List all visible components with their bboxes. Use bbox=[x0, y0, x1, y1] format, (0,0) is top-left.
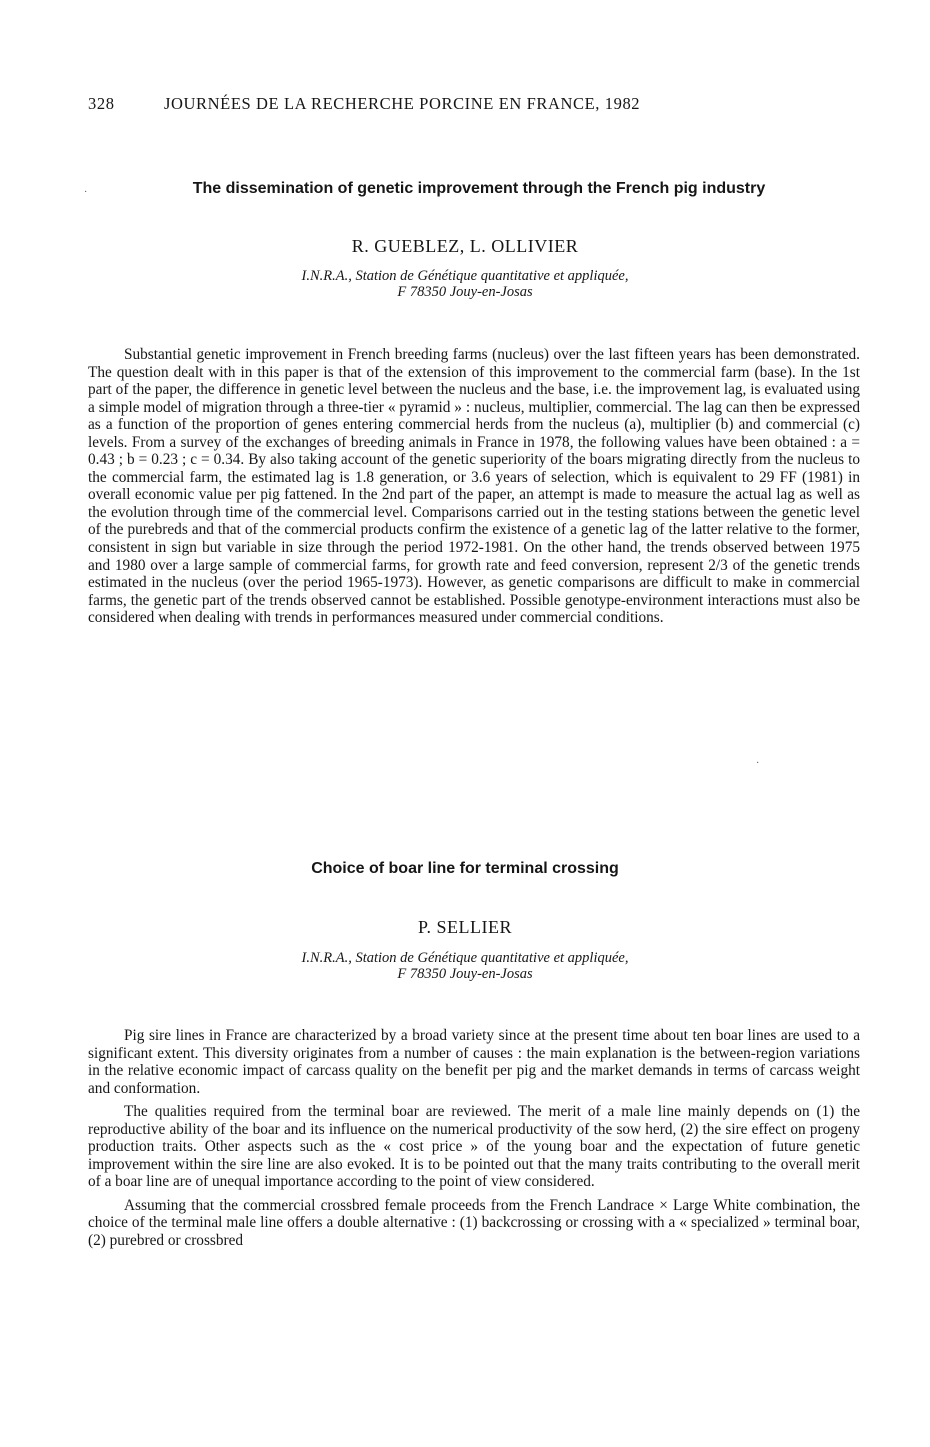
article-2-affiliation bbox=[0, 950, 930, 982]
running-header bbox=[88, 94, 848, 114]
affiliation-line: F 78350 Jouy-en-Josas bbox=[397, 966, 533, 982]
affiliation-line: I.N.R.A., Station de Génétique quantitative et appliquée, bbox=[301, 950, 629, 966]
journal-title: JOURNÉES DE LA RECHERCHE PORCINE EN FRANCE, 1982 bbox=[164, 94, 641, 113]
article-1-abstract bbox=[88, 346, 860, 627]
abstract-paragraph: Substantial genetic improvement in French breeding farms (nucleus) over the last fifteen years has been demonstrated. The question dealt with in this paper is that of the extension of this improvement to the commercial farm (base). In the 1st part of the paper, the difference in genetic level between the nucleus and the base, i.e. the improvement lag, is evaluated using a simple model of migration through a three-tier « pyramid » : nucleus, multiplier, commercial. The lag can then be expressed as a function of the proportion of genes entering commercial herds from the nucleus (a), multiplier (b) and commercial (c) levels. From a survey of the exchanges of breeding animals in France in 1978, the following values have been obtained : a = 0.43 ; b = 0.23 ; c = 0.34. By also taking account of the genetic superiority of the boars migrating directly from the nucleus to the commercial farm, the estimated lag is 1.8 generation, or 3.6 years of selection, which is equivalent to 29 FF (1981) in overall economic value per pig fattened. In the 2nd part of the paper, an attempt is made to measure the actual lag as well as the evolution through time of the commercial level. Comparisons carried out in the testing stations between the genetic level of the purebreds and that of the commercial products confirm the existence of a genetic lag of the latter relative to the former, consistent in sign but variable in size through the period 1972-1981. On the other hand, the trends observed between 1975 and 1980 over a large sample of commercial farms, for growth rate and feed conversion, represent 2/3 of the genetic trends estimated in the nucleus (over the period 1965-1973). However, as genetic comparisons are difficult to make in commercial farms, the genetic part of the trends observed cannot be established. Possible genotype-environment interactions must also be considered when dealing with trends in performances measured under commercial conditions. bbox=[88, 346, 860, 627]
abstract-paragraph: The qualities required from the terminal boar are reviewed. The merit of a male line mainly depends on (1) the reproductive ability of the boar and its influence on the numerical productivity of the sow herd, (2) the sire effect on progeny production traits. Other aspects such as the « cost price » of the young boar and the expectation of future genetic improvement within the sire line are also evoked. It is to be pointed out that the many traits contributing to the overall merit of a boar line are of unequal importance according to the point of view considered. bbox=[88, 1103, 860, 1191]
article-2-abstract bbox=[88, 1027, 860, 1250]
abstract-paragraph: Assuming that the commercial crossbred female proceeds from the French Landrace × Large White combination, the choice of the terminal male line offers a double alternative : (1) backcrossing or crossing with a « specialized » terminal boar, (2) purebred or crossbred bbox=[88, 1196, 860, 1250]
abstract-paragraph: Pig sire lines in France are characterized by a broad variety since at the present time about ten boar lines are used to a significant extent. This diversity originates from a number of causes : the main explanation is the between-region variations in the relative economic impact of carcass quality on the benefit per pig and the market demands in terms of carcass weight and conformation. bbox=[88, 1027, 860, 1097]
affiliation-line: I.N.R.A., Station de Génétique quantitative et appliquée, bbox=[301, 268, 629, 284]
article-1-affiliation bbox=[0, 268, 930, 300]
article-1-authors: R. GUEBLEZ, L. OLLIVIER bbox=[351, 236, 579, 256]
article-1-title: The dissemination of genetic improvement through the French pig industry bbox=[192, 180, 766, 197]
speck: · bbox=[756, 758, 760, 769]
article-2-authors: P. SELLIER bbox=[417, 917, 512, 937]
affiliation-line: F 78350 Jouy-en-Josas bbox=[397, 284, 533, 300]
speck: · bbox=[84, 187, 88, 198]
page-number: 328 bbox=[88, 94, 115, 113]
article-2-title: Choice of boar line for terminal crossing bbox=[311, 860, 619, 877]
